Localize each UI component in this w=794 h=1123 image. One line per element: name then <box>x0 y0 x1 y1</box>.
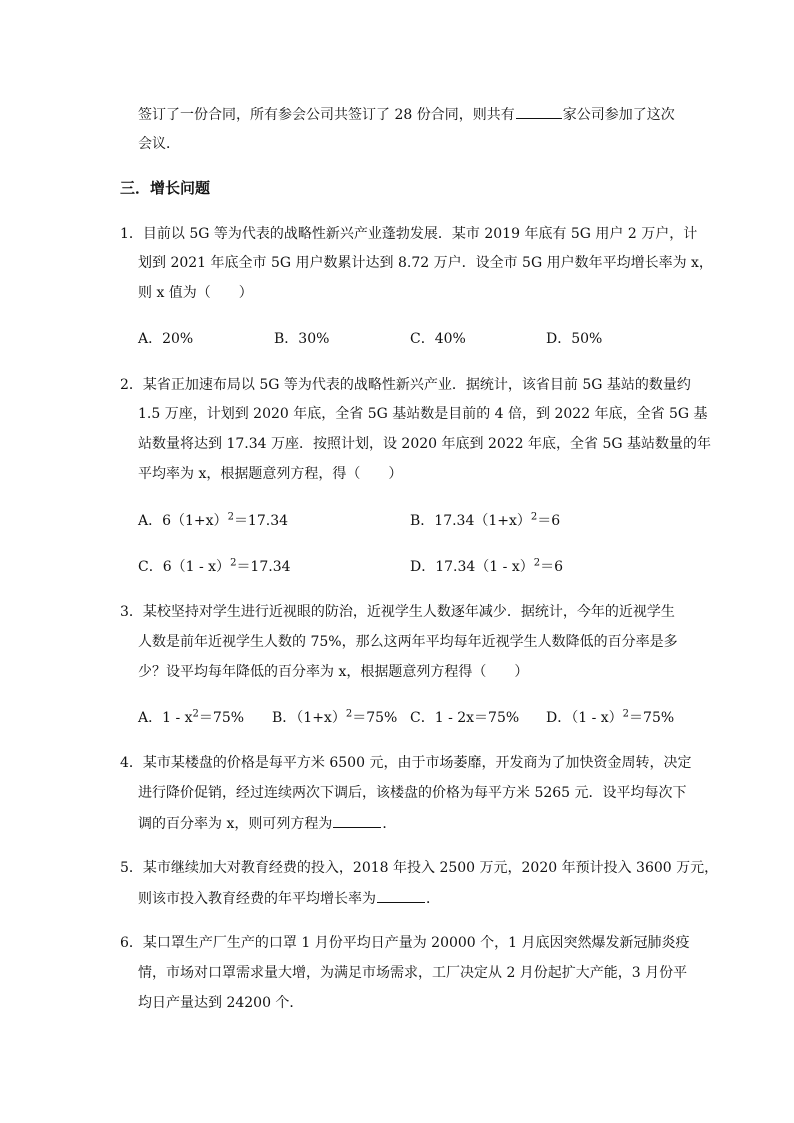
q1-line-2: 划到 2021 年底全市 5G 用户数累计达到 8.72 万户．设全市 5G 用户数年平均增长率为 x， <box>138 255 713 271</box>
q1-line-1 <box>120 224 697 244</box>
option-text: B．（1+x） <box>272 710 346 726</box>
option-text: D．（1 - x） <box>546 710 623 726</box>
question-text: 目前以 5G 等为代表的战略性新兴产业蓬勃发展．某市 2019 年底有 5G 用户 2 万户，计 <box>142 226 698 242</box>
q2-option-a <box>138 511 288 531</box>
intro-text-b: 家公司参加了这次 <box>562 107 675 123</box>
q3-line-1 <box>120 602 675 622</box>
q2-option-b <box>410 511 560 531</box>
question-text: ． <box>426 891 440 907</box>
question-text: 某省正加速布局以 5G 等为代表的战略性新兴产业．据统计，该省目前 5G 基站的数量约 <box>142 377 691 393</box>
q6-line-3: 均日产量达到 24200 个． <box>138 995 304 1011</box>
question-text: 调的百分率为 x，则可列方程为 <box>138 816 333 832</box>
question-text: 某校坚持对学生进行近视眼的防治，近视学生人数逐年减少．据统计，今年的近视学生 <box>142 604 675 620</box>
q4-line-3 <box>138 813 396 834</box>
exponent: 2 <box>192 708 199 720</box>
exponent: 2 <box>533 557 541 569</box>
intro-line-1 <box>138 104 675 125</box>
exponent: 2 <box>227 511 234 523</box>
q2-option-c <box>138 557 291 577</box>
option-text: ＝75% <box>629 710 675 726</box>
option-text: ＝75% <box>352 710 398 726</box>
q2-line-2: 1.5 万座，计划到 2020 年底，全省 5G 基站数是目前的 4 倍，到 2022 年底，全省 5G 基 <box>138 406 708 422</box>
intro-line-2: 会议． <box>138 136 180 152</box>
question-number: 3． <box>120 604 143 620</box>
q3-option-a <box>138 708 244 728</box>
q2-line-1 <box>120 375 691 395</box>
question-number: 2． <box>120 377 143 393</box>
q4-line-2: 进行降价促销，经过连续两次下调后，该楼盘的价格为每平方米 5265 元．设平均每次下 <box>138 785 687 801</box>
question-text: 某口罩生产厂生产的口罩 1 月份平均日产量为 20000 个，1 月底因突然爆发新冠肺炎疫 <box>142 935 690 951</box>
q3-option-b <box>272 708 397 728</box>
question-text: 某市继续加大对教育经费的投入，2018 年投入 2500 万元，2020 年预计投入 3600 万元， <box>142 860 719 876</box>
q2-option-d <box>410 557 563 577</box>
question-number: 5． <box>120 860 143 876</box>
option-text: ＝6 <box>537 513 561 529</box>
q5-line-1 <box>120 858 718 878</box>
question-text: ． <box>382 816 397 832</box>
option-text: ＝17.34 <box>233 513 289 529</box>
answer-blank <box>516 104 562 119</box>
option-text: B．17.34（1+x） <box>410 513 531 529</box>
exponent: 2 <box>622 708 630 720</box>
q1-option-a: A．20% <box>138 331 194 347</box>
option-text: A．1 - x <box>138 710 193 726</box>
exponent: 2 <box>530 511 538 523</box>
question-text: 某市某楼盘的价格是每平方米 6500 元，由于市场萎靡，开发商为了加快资金周转，决定 <box>142 755 692 771</box>
option-text: A．6（1+x） <box>138 513 228 529</box>
q3-line-2: 人数是前年近视学生人数的 75%，那么这两年平均每年近视学生人数降低的百分率是多 <box>138 634 678 650</box>
question-number: 1． <box>120 226 143 242</box>
option-text: C．6（1 - x） <box>138 559 231 575</box>
intro-text-a: 签订了一份合同，所有参会公司共签订了 28 份合同，则共有 <box>138 107 515 123</box>
answer-blank <box>377 888 425 903</box>
q4-line-1 <box>120 753 691 773</box>
q1-line-3: 则 x 值为（ ） <box>138 285 253 301</box>
q3-option-d <box>546 708 674 728</box>
q2-line-4: 平均率为 x，根据题意列方程，得（ ） <box>138 466 403 482</box>
option-text: ＝6 <box>540 559 564 575</box>
q1-option-b: B．30% <box>274 331 330 347</box>
q2-line-3: 站数量将达到 17.34 万座．按照计划，设 2020 年底到 2022 年底，全省 5G 基站数量的年 <box>138 436 712 452</box>
option-text: ＝75% <box>198 710 245 726</box>
section-title: 三．增长问题 <box>120 179 211 197</box>
q3-option-c: C．1 - 2x＝75% <box>410 710 520 726</box>
q6-line-2: 情，市场对口罩需求量大增，为满足市场需求，工厂决定从 2 月份起扩大产能，3 月份平 <box>138 965 688 981</box>
question-number: 6． <box>120 935 143 951</box>
option-text: ＝17.34 <box>236 559 291 575</box>
q5-line-2 <box>138 888 440 909</box>
question-number: 4． <box>120 755 143 771</box>
exponent: 2 <box>345 708 353 720</box>
q6-line-1 <box>120 933 690 953</box>
question-text: 则该市投入教育经费的年平均增长率为 <box>138 891 376 907</box>
exponent: 2 <box>230 557 237 569</box>
q1-option-c: C．40% <box>410 331 466 347</box>
q1-option-d: D．50% <box>546 331 603 347</box>
option-text: D．17.34（1 - x） <box>410 559 534 575</box>
q3-line-3: 少？设平均每年降低的百分率为 x，根据题意列方程得（ ） <box>138 664 529 680</box>
answer-blank <box>333 813 381 828</box>
